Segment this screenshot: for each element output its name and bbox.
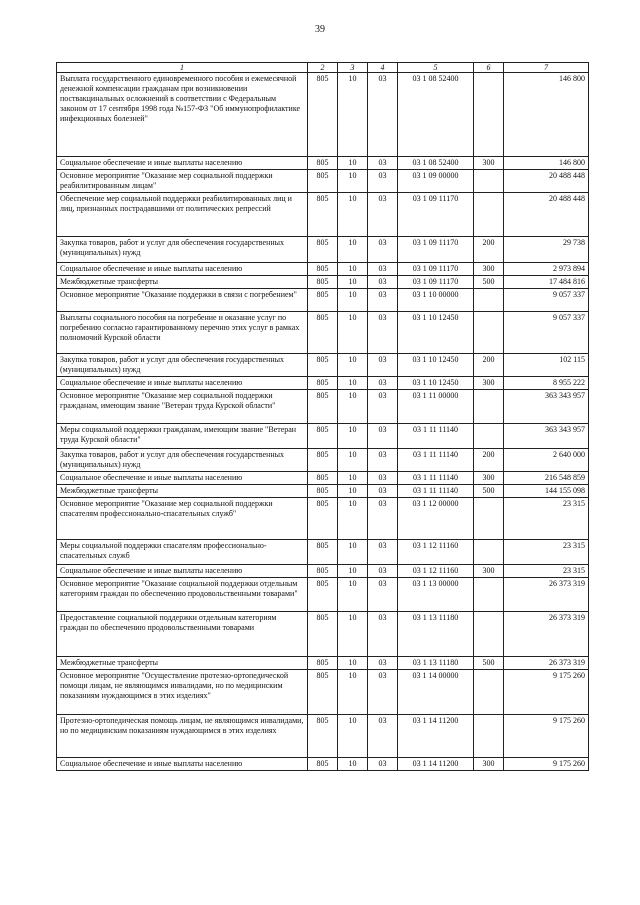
table-row: [57, 157, 589, 170]
row-amount: 146 800: [504, 157, 589, 170]
row-target-code: 03 1 13 11180: [398, 612, 474, 657]
row-subsection-code: 03: [368, 354, 398, 377]
row-amount: 363 343 957: [504, 390, 589, 424]
row-amount: 2 973 894: [504, 263, 589, 276]
row-name: Выплата государственного единовременного пособия и ежемесячной денежной компенсации гражданам при возникновении поствакцинальных осложнений в соответствии с Федеральным законом от 17 сентября 1998 года №157-ФЗ "Об иммунопрофилактике инфекционных болезней": [57, 73, 308, 157]
table-row: [57, 312, 589, 354]
row-ministry-code: 805: [308, 758, 338, 771]
row-target-code: 03 1 13 00000: [398, 578, 474, 612]
row-section-code: 10: [338, 377, 368, 390]
row-ministry-code: 805: [308, 449, 338, 472]
row-section-code: 10: [338, 276, 368, 289]
row-target-code: 03 1 11 11140: [398, 472, 474, 485]
row-subsection-code: 03: [368, 449, 398, 472]
row-expense-type: 200: [474, 354, 504, 377]
row-amount: 9 175 260: [504, 715, 589, 758]
row-amount: 17 484 816: [504, 276, 589, 289]
row-expense-type: 300: [474, 472, 504, 485]
row-subsection-code: 03: [368, 472, 398, 485]
row-amount: 144 155 098: [504, 485, 589, 498]
row-amount: 20 488 448: [504, 170, 589, 193]
row-section-code: 10: [338, 449, 368, 472]
row-subsection-code: 03: [368, 540, 398, 565]
row-expense-type: 300: [474, 377, 504, 390]
row-name: Закупка товаров, работ и услуг для обеспечения государственных (муниципальных) нужд: [57, 449, 308, 472]
row-ministry-code: 805: [308, 670, 338, 715]
row-name: Основное мероприятие "Оказание мер социальной поддержки гражданам, имеющим звание "Ветеран труда Курской области": [57, 390, 308, 424]
row-target-code: 03 1 10 12450: [398, 377, 474, 390]
row-ministry-code: 805: [308, 424, 338, 449]
row-target-code: 03 1 08 52400: [398, 73, 474, 157]
row-target-code: 03 1 14 00000: [398, 670, 474, 715]
row-expense-type: 300: [474, 565, 504, 578]
row-expense-type: 500: [474, 485, 504, 498]
table-row: [57, 354, 589, 377]
row-name: Социальное обеспечение и иные выплаты населению: [57, 377, 308, 390]
row-section-code: 10: [338, 170, 368, 193]
col-header-amount: 7: [504, 63, 589, 73]
row-name: Социальное обеспечение и иные выплаты населению: [57, 472, 308, 485]
table-row: [57, 578, 589, 612]
row-name: Межбюджетные трансферты: [57, 276, 308, 289]
row-subsection-code: 03: [368, 485, 398, 498]
table-row: [57, 657, 589, 670]
row-expense-type: 500: [474, 276, 504, 289]
row-target-code: 03 1 12 11160: [398, 565, 474, 578]
table-row: [57, 715, 589, 758]
table-row: [57, 472, 589, 485]
row-ministry-code: 805: [308, 289, 338, 312]
row-section-code: 10: [338, 390, 368, 424]
row-amount: 216 548 859: [504, 472, 589, 485]
row-subsection-code: 03: [368, 73, 398, 157]
row-name: Социальное обеспечение и иные выплаты населению: [57, 758, 308, 771]
row-name: Обеспечение мер социальной поддержки реабилитированных лиц и лиц, признанных пострадавшими от политических репрессий: [57, 193, 308, 237]
row-expense-type: 200: [474, 237, 504, 263]
row-amount: 363 343 957: [504, 424, 589, 449]
row-name: Основное мероприятие "Оказание мер социальной поддержки реабилитированным лицам": [57, 170, 308, 193]
row-subsection-code: 03: [368, 276, 398, 289]
row-subsection-code: 03: [368, 377, 398, 390]
row-expense-type: [474, 390, 504, 424]
row-subsection-code: 03: [368, 657, 398, 670]
row-subsection-code: 03: [368, 498, 398, 540]
table-row: [57, 485, 589, 498]
row-subsection-code: 03: [368, 578, 398, 612]
row-ministry-code: 805: [308, 170, 338, 193]
row-target-code: 03 1 09 11170: [398, 276, 474, 289]
col-header-section: 3: [338, 63, 368, 73]
row-ministry-code: 805: [308, 193, 338, 237]
row-target-code: 03 1 10 12450: [398, 312, 474, 354]
col-header-subsection: 4: [368, 63, 398, 73]
row-target-code: 03 1 11 11140: [398, 424, 474, 449]
row-subsection-code: 03: [368, 715, 398, 758]
row-ministry-code: 805: [308, 715, 338, 758]
table-row: [57, 263, 589, 276]
row-amount: 23 315: [504, 540, 589, 565]
row-name: Межбюджетные трансферты: [57, 485, 308, 498]
row-target-code: 03 1 11 00000: [398, 390, 474, 424]
row-section-code: 10: [338, 354, 368, 377]
table-row: [57, 565, 589, 578]
row-amount: 20 488 448: [504, 193, 589, 237]
row-subsection-code: 03: [368, 565, 398, 578]
row-ministry-code: 805: [308, 565, 338, 578]
row-name: Социальное обеспечение и иные выплаты населению: [57, 565, 308, 578]
row-subsection-code: 03: [368, 170, 398, 193]
row-amount: 9 175 260: [504, 670, 589, 715]
row-section-code: 10: [338, 73, 368, 157]
page-number: 39: [315, 24, 325, 35]
row-amount: 26 373 319: [504, 578, 589, 612]
row-section-code: 10: [338, 657, 368, 670]
row-amount: 9 057 337: [504, 289, 589, 312]
row-section-code: 10: [338, 715, 368, 758]
row-subsection-code: 03: [368, 670, 398, 715]
row-expense-type: [474, 289, 504, 312]
table-row: [57, 237, 589, 263]
row-target-code: 03 1 09 11170: [398, 237, 474, 263]
row-subsection-code: 03: [368, 193, 398, 237]
row-ministry-code: 805: [308, 472, 338, 485]
row-section-code: 10: [338, 565, 368, 578]
row-section-code: 10: [338, 424, 368, 449]
row-expense-type: 300: [474, 758, 504, 771]
row-expense-type: [474, 424, 504, 449]
row-subsection-code: 03: [368, 289, 398, 312]
row-name: Основное мероприятие "Оказание поддержки в связи с погребением": [57, 289, 308, 312]
row-ministry-code: 805: [308, 540, 338, 565]
row-amount: 2 640 000: [504, 449, 589, 472]
row-ministry-code: 805: [308, 578, 338, 612]
row-target-code: 03 1 14 11200: [398, 758, 474, 771]
header-row: [57, 63, 589, 73]
table-row: [57, 390, 589, 424]
row-expense-type: 300: [474, 263, 504, 276]
budget-table: [56, 62, 589, 771]
row-target-code: 03 1 11 11140: [398, 485, 474, 498]
row-target-code: 03 1 09 11170: [398, 263, 474, 276]
row-expense-type: [474, 193, 504, 237]
row-target-code: 03 1 12 00000: [398, 498, 474, 540]
row-target-code: 03 1 14 11200: [398, 715, 474, 758]
row-target-code: 03 1 08 52400: [398, 157, 474, 170]
row-expense-type: 300: [474, 157, 504, 170]
row-ministry-code: 805: [308, 73, 338, 157]
row-section-code: 10: [338, 612, 368, 657]
row-name: Выплаты социального пособия на погребение и оказание услуг по погребению согласно гарантированному перечню этих услуг в рамках полномочий Курской области: [57, 312, 308, 354]
row-expense-type: [474, 612, 504, 657]
row-subsection-code: 03: [368, 263, 398, 276]
row-name: Закупка товаров, работ и услуг для обеспечения государственных (муниципальных) нужд: [57, 354, 308, 377]
table-row: [57, 377, 589, 390]
row-target-code: 03 1 09 00000: [398, 170, 474, 193]
table-row: [57, 289, 589, 312]
row-subsection-code: 03: [368, 312, 398, 354]
row-expense-type: [474, 73, 504, 157]
table-row: [57, 758, 589, 771]
row-name: Межбюджетные трансферты: [57, 657, 308, 670]
row-section-code: 10: [338, 485, 368, 498]
row-section-code: 10: [338, 289, 368, 312]
row-amount: 9 175 260: [504, 758, 589, 771]
row-ministry-code: 805: [308, 312, 338, 354]
row-name: Закупка товаров, работ и услуг для обеспечения государственных (муниципальных) нужд: [57, 237, 308, 263]
row-expense-type: [474, 715, 504, 758]
row-ministry-code: 805: [308, 237, 338, 263]
row-name: Предоставление социальной поддержки отдельным категориям граждан по обеспечению продовольственными товарами: [57, 612, 308, 657]
row-amount: 8 955 222: [504, 377, 589, 390]
row-ministry-code: 805: [308, 276, 338, 289]
table-row: [57, 424, 589, 449]
row-section-code: 10: [338, 312, 368, 354]
row-amount: 29 738: [504, 237, 589, 263]
row-expense-type: [474, 540, 504, 565]
row-amount: 26 373 319: [504, 657, 589, 670]
row-name: Социальное обеспечение и иные выплаты населению: [57, 157, 308, 170]
row-ministry-code: 805: [308, 157, 338, 170]
row-subsection-code: 03: [368, 424, 398, 449]
row-expense-type: [474, 670, 504, 715]
row-section-code: 10: [338, 157, 368, 170]
table-row: [57, 670, 589, 715]
table-row: [57, 276, 589, 289]
row-name: Протезно-ортопедическая помощь лицам, не являющимся инвалидами, но по медицинским показаниям нуждающимся в этих изделиях: [57, 715, 308, 758]
row-expense-type: [474, 170, 504, 193]
row-amount: 23 315: [504, 498, 589, 540]
row-name: Основное мероприятие "Осуществление протезно-ортопедической помощи лицам, не являющимся инвалидами, но по медицинским показаниям нуждающимся в этих изделиях": [57, 670, 308, 715]
row-name: Основное мероприятие "Оказание социальной поддержки отдельным категориям граждан по обеспечению продовольственными товарами": [57, 578, 308, 612]
table-row: [57, 612, 589, 657]
row-name: Социальное обеспечение и иные выплаты населению: [57, 263, 308, 276]
table-row: [57, 193, 589, 237]
row-subsection-code: 03: [368, 157, 398, 170]
row-section-code: 10: [338, 758, 368, 771]
row-name: Меры социальной поддержки гражданам, имеющим звание "Ветеран труда Курской области": [57, 424, 308, 449]
table-row: [57, 540, 589, 565]
col-header-name: 1: [57, 63, 308, 73]
row-amount: 26 373 319: [504, 612, 589, 657]
row-target-code: 03 1 12 11160: [398, 540, 474, 565]
row-target-code: 03 1 10 12450: [398, 354, 474, 377]
row-expense-type: 200: [474, 449, 504, 472]
row-target-code: 03 1 10 00000: [398, 289, 474, 312]
col-header-ministry: 2: [308, 63, 338, 73]
row-section-code: 10: [338, 472, 368, 485]
row-subsection-code: 03: [368, 237, 398, 263]
row-expense-type: [474, 312, 504, 354]
row-expense-type: [474, 578, 504, 612]
row-amount: 9 057 337: [504, 312, 589, 354]
row-expense-type: [474, 498, 504, 540]
table-row: [57, 73, 589, 157]
row-ministry-code: 805: [308, 485, 338, 498]
col-header-expense-type: 6: [474, 63, 504, 73]
row-ministry-code: 805: [308, 263, 338, 276]
row-subsection-code: 03: [368, 612, 398, 657]
row-ministry-code: 805: [308, 498, 338, 540]
table-row: [57, 449, 589, 472]
row-ministry-code: 805: [308, 612, 338, 657]
row-amount: 102 115: [504, 354, 589, 377]
row-ministry-code: 805: [308, 390, 338, 424]
row-amount: 23 315: [504, 565, 589, 578]
row-section-code: 10: [338, 263, 368, 276]
row-expense-type: 500: [474, 657, 504, 670]
col-header-target-item: 5: [398, 63, 474, 73]
row-amount: 146 800: [504, 73, 589, 157]
table-row: [57, 498, 589, 540]
row-section-code: 10: [338, 193, 368, 237]
row-target-code: 03 1 11 11140: [398, 449, 474, 472]
row-target-code: 03 1 13 11180: [398, 657, 474, 670]
row-name: Основное мероприятие "Оказание мер социальной поддержки спасателям профессионально-спасательных служб": [57, 498, 308, 540]
row-subsection-code: 03: [368, 390, 398, 424]
table-row: [57, 170, 589, 193]
row-section-code: 10: [338, 237, 368, 263]
row-subsection-code: 03: [368, 758, 398, 771]
row-section-code: 10: [338, 670, 368, 715]
row-name: Меры социальной поддержки спасателям профессионально-спасательных служб: [57, 540, 308, 565]
row-ministry-code: 805: [308, 354, 338, 377]
row-section-code: 10: [338, 498, 368, 540]
row-target-code: 03 1 09 11170: [398, 193, 474, 237]
row-ministry-code: 805: [308, 377, 338, 390]
row-section-code: 10: [338, 540, 368, 565]
row-ministry-code: 805: [308, 657, 338, 670]
row-section-code: 10: [338, 578, 368, 612]
